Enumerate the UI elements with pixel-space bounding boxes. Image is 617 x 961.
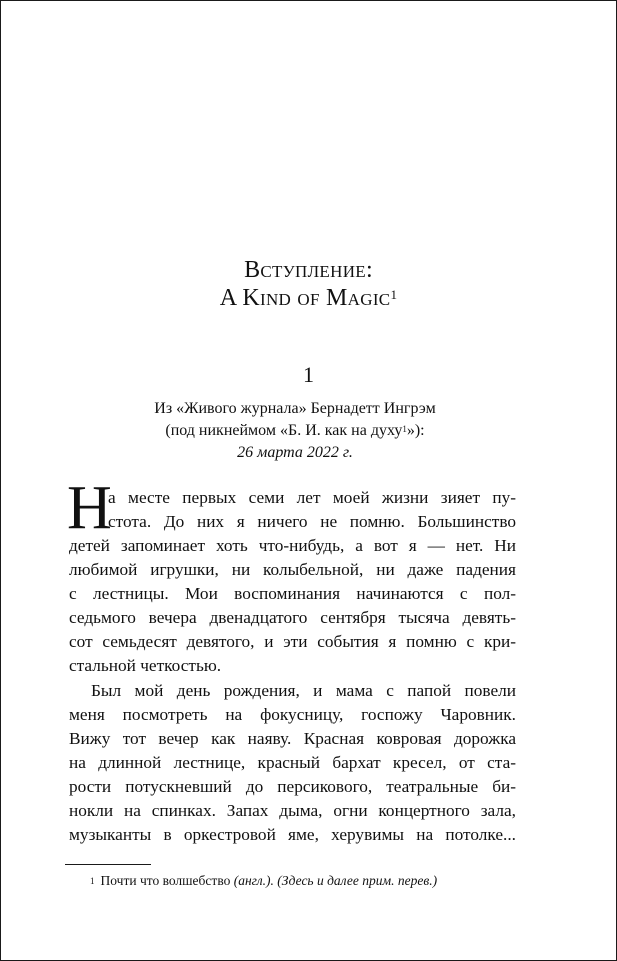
body-line: стота. До них я ничего не помню. Большинство xyxy=(108,512,516,531)
chapter-number: 1 xyxy=(303,362,314,387)
epigraph-nickname xyxy=(0,420,590,442)
body-line: меня посмотреть на фокусницу, госпожу Чаровник. xyxy=(69,705,516,724)
epigraph-nickname-text: (под никнеймом «Б. И. как на духу xyxy=(165,422,403,439)
heading-text-1: Вступление: xyxy=(244,257,373,283)
drop-cap-letter: Н xyxy=(67,474,112,542)
heading-footnote-mark: 1 xyxy=(390,287,398,302)
chapter-heading-line-1 xyxy=(0,256,617,284)
epigraph-footnote-mark: 1 xyxy=(402,424,407,434)
footnote-divider xyxy=(65,864,151,865)
body-line: нокли на спинках. Запах дыма, огни концертного зала, xyxy=(69,801,516,820)
body-line: любимой игрушки, ни колыбельной, ни даже падения xyxy=(69,560,516,579)
body-line: на длинной лестнице, красный бархат кресел, от ста- xyxy=(69,753,516,772)
footnote xyxy=(90,872,437,890)
body-line: рости потускневший до персикового, театральные би- xyxy=(69,777,516,796)
heading-text-2: A Kind of Magic xyxy=(219,285,391,311)
footnote-number: 1 xyxy=(90,876,95,886)
body-line: Был мой день рождения, и мама с папой повели xyxy=(91,681,516,700)
epigraph-date: 26 марта 2022 г. xyxy=(237,444,353,461)
body-line: с лестницы. Мои воспоминания начинаются с пол- xyxy=(69,584,516,603)
body-line: сот семьдесят девятого, и эти события я помню с кри- xyxy=(69,632,516,651)
epigraph-nickname-end: »): xyxy=(406,422,425,439)
body-line: стальной четкостью. xyxy=(69,656,222,675)
epigraph-source: Из «Живого журнала» Бернадетт Ингрэм xyxy=(154,400,436,417)
footnote-italic-text: (англ.). (Здесь и далее прим. перев.) xyxy=(233,873,438,888)
body-line: седьмого вечера двенадцатого сентября тысяча девять- xyxy=(69,608,516,627)
body-line: музыканты в оркестровой яме, херувимы на потолке... xyxy=(69,825,516,844)
body-line: детей запоминает хоть что-нибудь, а вот я — нет. Ни xyxy=(69,536,516,555)
body-line: Вижу тот вечер как наяву. Красная ковровая дорожка xyxy=(69,729,516,748)
chapter-heading-line-2 xyxy=(0,284,617,312)
body-line: а месте первых семи лет моей жизни зияет пу- xyxy=(108,488,516,507)
footnote-text: Почти что волшебство xyxy=(100,873,231,888)
